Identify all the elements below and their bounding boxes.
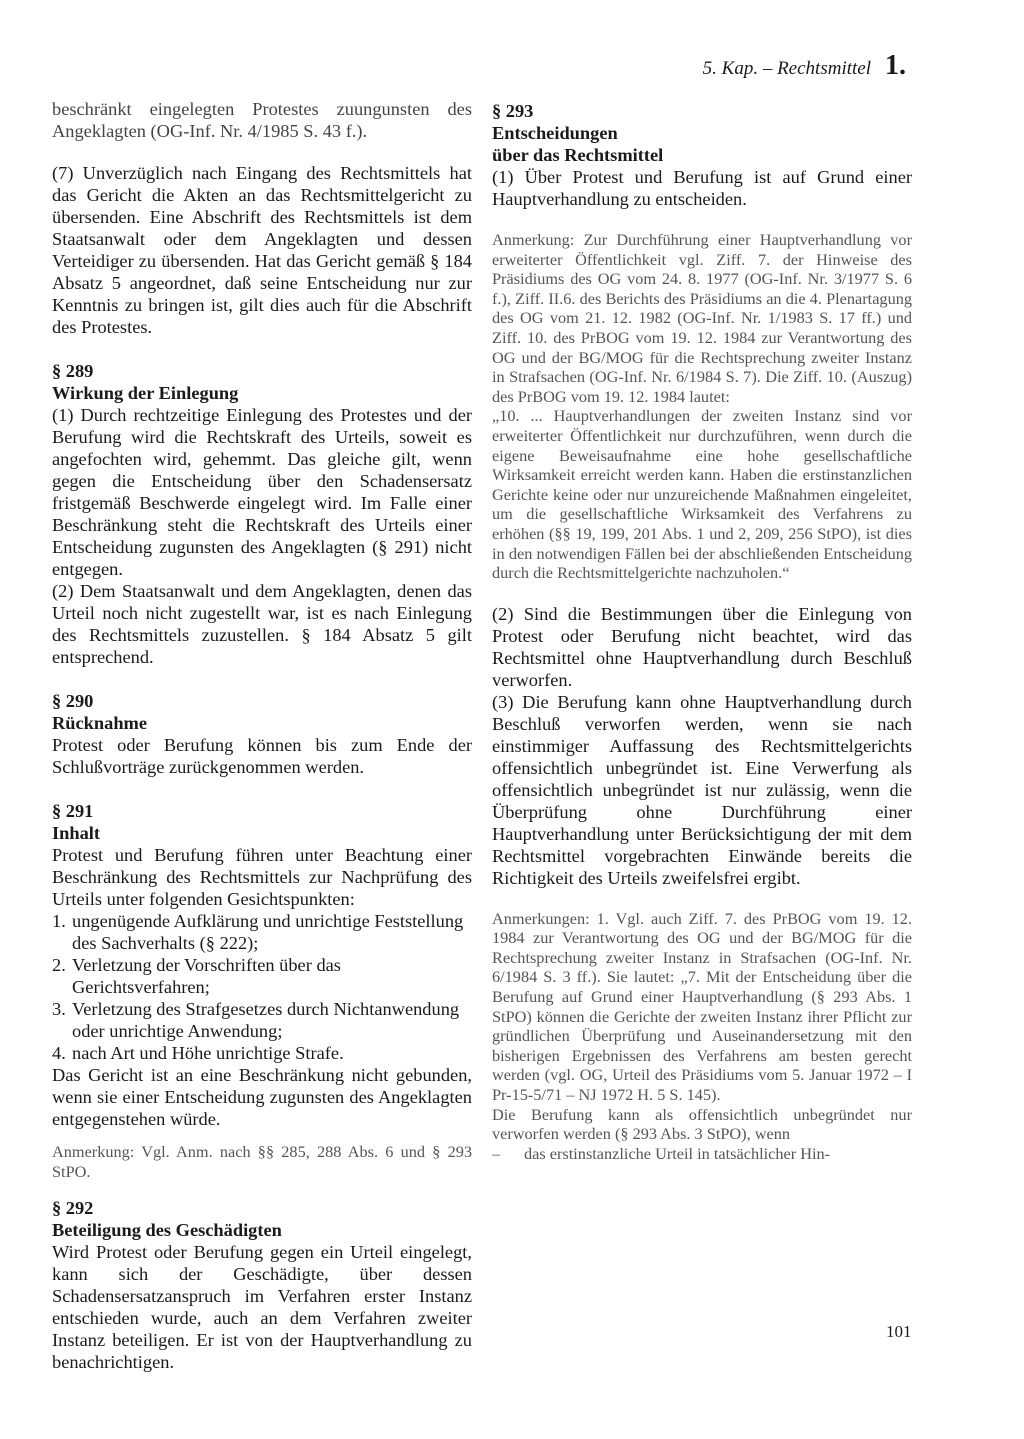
section-290-title: Rücknahme [52,713,148,733]
list-item: 3. Verletzung des Strafgesetzes durch Nichtanwendung oder unrichtige Anwendung; [52,999,460,1041]
section-293-note-1: Anmerkung: Zur Durchführung einer Hauptverhandlung vor erweiterter Öffentlichkeit vgl. Ziff. 7. der Hinweise des Präsidiums des OG vom 24. 8. 1977 (OG-Inf. Nr. 3/1977 S. 6 f.), Ziff. II.6. des Berichts des Präsidiums an die 4. Plenartagung des OG vom 21. 12. 1982 (OG-Inf. Nr. 1/1983 S. 17 ff.) und Ziff. 10. des PrBOG vom 19. 12. 1984 zur Verantwortung des OG und der BG/MOG für die Rechtsprechung zweiter Instanz in Strafsachen (OG-Inf. Nr. 6/1984 S. 7). Die Ziff. 10. (Auszug) des PrBOG vom 19. 12. 1984 lautet: „10. ... Hauptverhandlungen der zweiten Instanz sind vor erweiterter Öffentlichkeit nur durchzuführen, wenn durch die eigene Beweisaufnahme eine hohe gesellschaftliche Wirksamkeit erreicht werden kann. Haben die erstinstanzlichen Gerichte keine oder nur unzureichende Maßnahmen eingeleitet, um die gesellschaftliche Wirksamkeit des Verfahrens zu erhöhen (§§ 19, 199, 201 Abs. 1 und 2, 209, 256 StPO), ist dies in den notwendigen Fällen bei der abschließenden Entscheidung durch die Rechtsmittelgerichte nachzuholen.“ [492,230,912,583]
list-item: 2. Verletzung der Vorschriften über das Gerichtsverfahren; [52,955,341,997]
section-289-title: Wirkung der Einlegung [52,383,239,403]
left-column [52,98,472,1373]
section-291-number: § 291 [52,801,94,821]
section-293-number: § 293 [492,101,534,121]
section-290-paragraph-1: Protest oder Berufung können bis zum Ende der Schlußvorträge zurückgenommen werden. [52,735,472,777]
chapter-title: 5. Kap. – Rechtsmittel [702,58,871,79]
section-292-paragraph-1: Wird Protest oder Berufung gegen ein Urteil eingelegt, kann sich der Geschädigte, über dessen Schadensersatzanspruch im Verfahren erster Instanz entschieden wurde, auch an dem Verfahren zweiter Instanz beteiligen. Er ist von der Hauptverhandlung zu benachrichtigen. [52,1242,472,1373]
section-292-number: § 292 [52,1198,94,1219]
section-290-number: § 290 [52,691,94,711]
section-291-paragraph-2: Das Gericht ist an eine Beschränkung nicht gebunden, wenn sie einer Entscheidung zugunsten des Angeklagten entgegenstehen würde. [52,1065,472,1129]
section-291-title: Inhalt [52,823,101,843]
right-column [492,100,912,1163]
running-header [703,50,906,82]
section-292-title: Beteiligung des Geschädigten [52,1220,282,1241]
section-289-paragraph-2: (2) Dem Staatsanwalt und dem Angeklagten, denen das Urteil noch nicht zugestellt war, ist es nach Einlegung des Rechtsmittels zuzustellen. § 184 Absatz 5 gilt entsprechend. [52,581,472,667]
section-289-paragraph-1: (1) Durch rechtzeitige Einlegung des Protestes und der Berufung wird die Rechtskraft des Urteils, soweit es angefochten wird, gehemmt. Das gleiche gilt, wenn gegen die Entscheidung über den Schadensersatz fristgemäß Beschwerde eingelegt wird. Im Falle einer Beschränkung steht die Rechtskraft des Urteils einer Entscheidung zugunsten des Angeklagten (§ 291) nicht entgegen. [52,405,472,579]
list-item: 4. nach Art und Höhe unrichtige Strafe. [52,1043,344,1063]
section-291-note: Anmerkung: Vgl. Anm. nach §§ 285, 288 Abs. 6 und § 293 StPO. [52,1142,472,1181]
section-number: 1. [885,50,906,81]
section-291-list [52,910,472,1064]
section-293-paragraph-1: (1) Über Protest und Berufung ist auf Grund einer Hauptverhandlung zu entscheiden. [492,167,912,209]
paragraph-7: (7) Unverzüglich nach Eingang des Rechtsmittels hat das Gericht die Akten an das Rechtsmittelgericht zu übersenden. Eine Abschrift des Rechtsmittels ist dem Staatsanwalt oder dem Angeklagten und dessen Verteidiger zu übersenden. Hat das Gericht gemäß § 184 Absatz 5 angeordnet, daß seine Entscheidung nur zur Kenntnis zu bringen ist, gilt dies auch für die Abschrift des Protestes. [52,163,472,337]
section-293-title-line-2: über das Rechtsmittel [492,145,664,165]
note-dash-item: – das erstinstanzliche Urteil in tatsächlicher Hin- [492,1143,831,1163]
intro-paragraph: beschränkt eingelegten Protestes zuungunsten des Angeklagten (OG-Inf. Nr. 4/1985 S. 43 f.). [52,99,472,141]
section-293-note-2: Anmerkungen: 1. Vgl. auch Ziff. 7. des PrBOG vom 19. 12. 1984 zur Verantwortung des OG und der BG/MOG für die Rechtsprechung zweiter Instanz in Strafsachen (OG-Inf. Nr. 6/1984 S. 3 ff.). Sie lautet: „7. Mit der Entscheidung über die Berufung auf Grund einer Hauptverhandlung (§ 293 Abs. 1 StPO) können die Gerichte der zweiten Instanz ihrer Pflicht zur gründlichen Überprüfung und Auseinandersetzung mit den bisherigen Ergebnissen des Verfahrens am besten gerecht werden (vgl. OG, Urteil des Präsidiums vom 5. Januar 1972 – I Pr-15-5/71 – NJ 1972 H. 5 S. 145). Die Berufung kann als offensichtlich unbegründet nur verworfen werden (§ 293 Abs. 3 StPO), wenn – das erstinstanzliche Urteil in tatsächlicher Hin- [492,908,912,1163]
section-291-paragraph-1: Protest und Berufung führen unter Beachtung einer Beschränkung des Rechtsmittels zur Nachprüfung des Urteils unter folgenden Gesichtspunkten: [52,845,472,909]
page-number: 101 [886,1322,912,1341]
list-item: 1. ungenügende Aufklärung und unrichtige Feststellung des Sachverhalts (§ 222); [52,911,464,953]
section-293-title-line-1: Entscheidungen [492,123,618,143]
section-289-number: § 289 [52,361,94,381]
section-293-paragraph-3: (3) Die Berufung kann ohne Hauptverhandlung durch Beschluß verworfen werden, wenn sie nach einstimmiger Auffassung des Rechtsmittelgerichts offensichtlich unbegründet ist. Eine Verwerfung als offensichtlich unbegründet ist nur zulässig, wenn die Überprüfung ohne Durchführung einer Hauptverhandlung unter Berücksichtigung der mit dem Rechtsmittel vorgebrachten Einwände bereits die Richtigkeit des Urteils zweifelsfrei ergibt. [492,691,912,888]
section-293-paragraph-2: (2) Sind die Bestimmungen über die Einlegung von Protest oder Berufung nicht beachtet, wird das Rechtsmittel ohne Hauptverhandlung durch Beschluß verworfen. [492,603,912,690]
